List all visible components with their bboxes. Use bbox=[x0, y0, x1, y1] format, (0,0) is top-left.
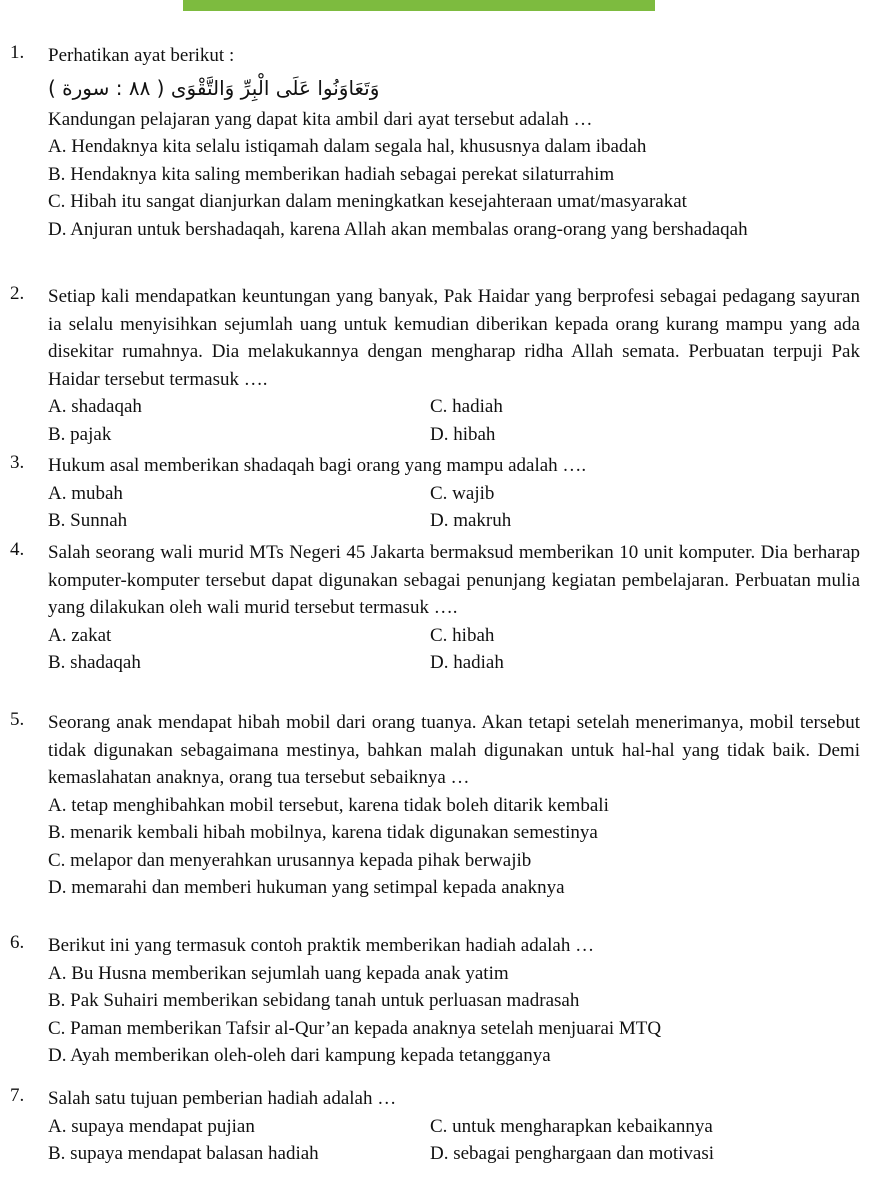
option-d[interactable]: D. memarahi dan memberi hukuman yang setimpal kepada anaknya bbox=[48, 877, 565, 898]
question-2 bbox=[10, 283, 860, 448]
option-b[interactable]: B. Hendaknya kita saling memberikan hadiah sebagai perekat silaturrahim bbox=[48, 163, 615, 185]
question-stem: Berikut ini yang termasuk contoh praktik memberikan hadiah adalah … bbox=[48, 935, 595, 956]
question-stem: Kandungan pelajaran yang dapat kita ambil dari ayat tersebut adalah … bbox=[48, 108, 593, 130]
question-number: 4. bbox=[10, 539, 25, 560]
option-grid bbox=[48, 622, 860, 677]
option-list bbox=[48, 960, 860, 1070]
option-d[interactable]: D. Anjuran untuk bershadaqah, karena Allah akan membalas orang-orang yang bershadaqah bbox=[48, 218, 748, 240]
option-b[interactable]: B. shadaqah bbox=[48, 652, 141, 673]
option-list bbox=[48, 133, 860, 243]
option-b[interactable]: B. pajak bbox=[48, 423, 112, 445]
option-b[interactable]: B. menarik kembali hibah mobilnya, karena tidak digunakan semestinya bbox=[48, 822, 598, 843]
option-grid bbox=[48, 480, 860, 535]
question-4 bbox=[10, 539, 860, 677]
question-number: 2. bbox=[10, 283, 25, 304]
option-a[interactable]: A. shadaqah bbox=[48, 396, 142, 417]
option-c[interactable]: C. hadiah bbox=[430, 396, 503, 417]
question-intro: Perhatikan ayat berikut : bbox=[48, 45, 235, 66]
question-1 bbox=[10, 42, 860, 243]
option-d[interactable]: D. Ayah memberikan oleh-oleh dari kampung kepada tetangganya bbox=[48, 1045, 551, 1066]
option-d[interactable]: D. hibah bbox=[430, 423, 496, 445]
question-6 bbox=[10, 932, 860, 1070]
option-b[interactable]: B. supaya mendapat balasan hadiah bbox=[48, 1143, 319, 1164]
question-number: 7. bbox=[10, 1085, 25, 1106]
question-7 bbox=[10, 1085, 860, 1168]
option-c[interactable]: C. melapor dan menyerahkan urusannya kepada pihak berwajib bbox=[48, 849, 532, 871]
question-stem: Salah seorang wali murid MTs Negeri 45 Jakarta bermaksud memberikan 10 unit komputer. Dia berharap komputer-komputer tersebut dapat digunakan sebagai penunjang kegiatan pembelajaran. Perbuatan mulia yang dilakukan oleh wali murid tersebut termasuk …. bbox=[48, 542, 860, 618]
option-a[interactable]: A. tetap menghibahkan mobil tersebut, karena tidak boleh ditarik kembali bbox=[48, 794, 609, 816]
question-number: 5. bbox=[10, 709, 25, 730]
option-a[interactable]: A. supaya mendapat pujian bbox=[48, 1115, 255, 1137]
option-c[interactable]: C. Hibah itu sangat dianjurkan dalam meningkatkan kesejahteraan umat/masyarakat bbox=[48, 191, 687, 212]
question-stem: Salah satu tujuan pemberian hadiah adalah … bbox=[48, 1088, 397, 1109]
arabic-verse-text: وَتَعَاوَنُوا عَلَى الْبِرِّ وَالتَّقْوَى bbox=[170, 75, 380, 100]
option-d[interactable]: D. hadiah bbox=[430, 652, 504, 673]
option-d[interactable]: D. sebagai penghargaan dan motivasi bbox=[430, 1143, 715, 1164]
option-a[interactable]: A. Bu Husna memberikan sejumlah uang kepada anak yatim bbox=[48, 962, 509, 984]
top-accent-bar bbox=[183, 0, 655, 11]
option-c[interactable]: C. untuk mengharapkan kebaikannya bbox=[430, 1115, 713, 1137]
question-stem: Setiap kali mendapatkan keuntungan yang banyak, Pak Haidar yang berprofesi sebagai pedagang sayuran ia selalu menyisihkan sejumlah uang untuk kemudian diberikan kepada orang kurang mampu yang ada disekitar rumahnya. Dia melakukannya dengan mengharap ridha Allah semata. Perbuatan terpuji Pak Haidar tersebut termasuk …. bbox=[48, 286, 860, 390]
arabic-verse bbox=[48, 70, 608, 106]
option-b[interactable]: B. Pak Suhairi memberikan sebidang tanah untuk perluasan madrasah bbox=[48, 990, 580, 1011]
option-a[interactable]: A. Hendaknya kita selalu istiqamah dalam segala hal, khususnya dalam ibadah bbox=[48, 136, 647, 157]
question-number: 6. bbox=[10, 932, 25, 953]
arabic-verse-ref: ( ٨٨ : سورة ) bbox=[48, 75, 165, 100]
option-a[interactable]: A. zakat bbox=[48, 624, 112, 646]
question-3 bbox=[10, 452, 860, 535]
option-b[interactable]: B. Sunnah bbox=[48, 510, 128, 531]
question-number: 1. bbox=[10, 42, 25, 63]
question-5 bbox=[10, 709, 860, 902]
question-stem: Hukum asal memberikan shadaqah bagi orang yang mampu adalah …. bbox=[48, 455, 587, 476]
option-c[interactable]: C. wajib bbox=[430, 482, 495, 504]
option-grid bbox=[48, 393, 860, 448]
option-c[interactable]: C. hibah bbox=[430, 624, 495, 646]
option-d[interactable]: D. makruh bbox=[430, 510, 512, 531]
option-list bbox=[48, 792, 860, 902]
question-stem: Seorang anak mendapat hibah mobil dari orang tuanya. Akan tetapi setelah menerimanya, mobil tersebut tidak digunakan sebagaimana mestinya, bahkan malah digunakan untuk hal-hal yang tidak baik. Demi kemaslahatan anaknya, orang tua tersebut sebaiknya … bbox=[48, 712, 860, 788]
option-grid bbox=[48, 1113, 860, 1168]
question-number: 3. bbox=[10, 452, 25, 473]
option-c[interactable]: C. Paman memberikan Tafsir al-Qur’an kepada anaknya setelah menjuarai MTQ bbox=[48, 1017, 662, 1039]
option-a[interactable]: A. mubah bbox=[48, 482, 123, 504]
